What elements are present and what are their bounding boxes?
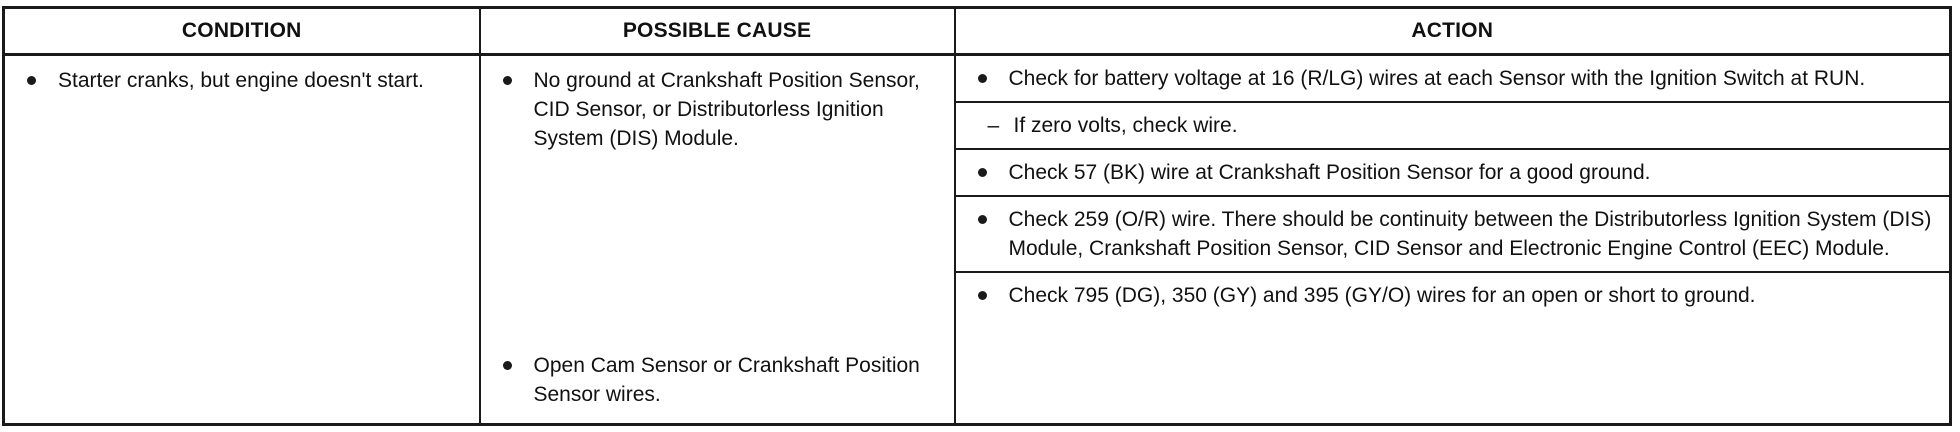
dash-icon: – — [987, 114, 1000, 137]
action-step — [956, 56, 1950, 103]
bullet-icon — [978, 215, 987, 224]
possible-cause-header: POSSIBLE CAUSE — [480, 8, 955, 55]
bullet-icon — [978, 291, 987, 300]
possible-cause-cell — [480, 55, 955, 425]
condition-text: Starter cranks, but engine doesn't start. — [58, 69, 424, 92]
action-text: Check for battery voltage at 16 (R/LG) wires at each Sensor with the Ignition Switch at RUN. — [1008, 67, 1866, 90]
bullet-icon — [978, 74, 987, 83]
action-header: ACTION — [955, 8, 1951, 55]
action-step — [956, 197, 1950, 273]
action-step — [956, 273, 1950, 423]
bullet-icon — [503, 361, 512, 370]
condition-header: CONDITION — [4, 8, 480, 55]
cause-text: No ground at Crankshaft Position Sensor, CID Sensor, or Distributorless Ignition System (DIS) Module. — [533, 69, 920, 150]
action-text: If zero volts, check wire. — [1013, 114, 1238, 137]
diagnostic-table — [2, 6, 1952, 426]
action-text: Check 259 (O/R) wire. There should be continuity between the Distributorless Ignition System (DIS) Module, Crankshaft Position Sensor, CID Sensor and Electronic Engine Control (EEC) Module. — [1008, 208, 1932, 260]
action-cell — [955, 55, 1951, 425]
bullet-icon — [503, 76, 512, 85]
cause-item — [481, 56, 954, 153]
action-substep — [956, 103, 1950, 150]
condition-cell — [4, 55, 480, 425]
cause-text: Open Cam Sensor or Crankshaft Position Sensor wires. — [533, 354, 920, 406]
bullet-icon — [978, 168, 987, 177]
bullet-icon — [27, 76, 36, 85]
table-row — [4, 55, 1951, 425]
cause-item — [481, 341, 954, 423]
diagnostic-table-container — [2, 6, 1952, 426]
action-text: Check 57 (BK) wire at Crankshaft Position Sensor for a good ground. — [1008, 161, 1651, 184]
condition-item — [5, 56, 479, 95]
action-text: Check 795 (DG), 350 (GY) and 395 (GY/O) wires for an open or short to ground. — [1008, 284, 1756, 307]
action-step — [956, 150, 1950, 197]
header-row — [4, 8, 1951, 55]
